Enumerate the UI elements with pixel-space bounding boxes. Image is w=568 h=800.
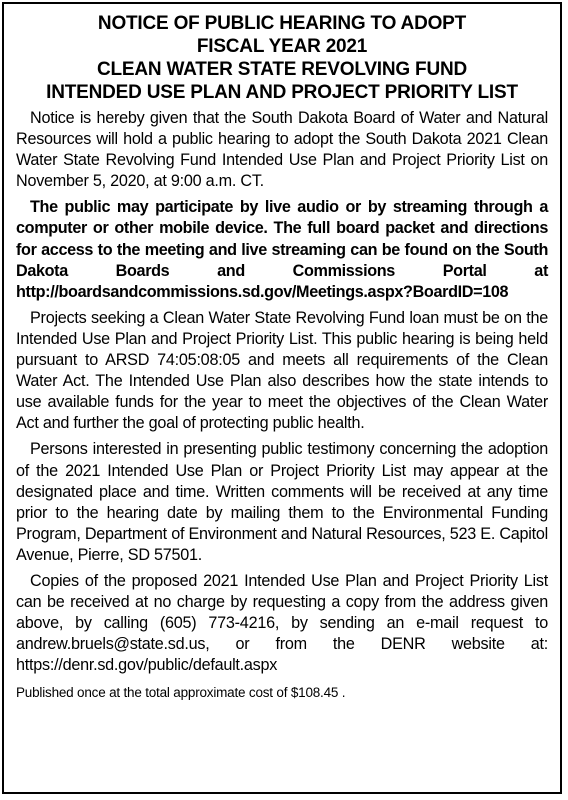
title-line-4: INTENDED USE PLAN AND PROJECT PRIORITY LIST bbox=[46, 82, 518, 103]
notice-title bbox=[16, 12, 548, 104]
title-line-1: NOTICE OF PUBLIC HEARING TO ADOPT bbox=[97, 13, 467, 34]
title-line-2: FISCAL YEAR 2021 bbox=[196, 36, 368, 57]
participation-text: The public may participate by live audio or by streaming through a computer or other mobile device. The full board packet and directions for access to the meeting and live streaming can be found on the South Dakota Boards and Commissions Portal at bbox=[16, 198, 548, 280]
boards-portal-link[interactable]: http://boardsandcommissions.sd.gov/Meetings.aspx?BoardID=108 bbox=[16, 282, 509, 301]
paragraph-testimony: Persons interested in presenting public testimony concerning the adoption of the 2021 Intended Use Plan or Project Priority List may appear at the designated place and time. Written comments will be received at any time prior to the hearing date by mailing them to the Environmental Funding Program, Department of Environment and Natural Resources, 523 E. Capitol Avenue, Pierre, SD 57501. bbox=[16, 440, 548, 564]
publication-cost: Published once at the total approximate cost of $108.45 . bbox=[16, 685, 346, 701]
title-line-3: CLEAN WATER STATE REVOLVING FUND bbox=[96, 59, 468, 80]
paragraph-projects: Projects seeking a Clean Water State Revolving Fund loan must be on the Intended Use Plan and Project Priority List. This public hearing is being held pursuant to ARSD 74:05:08:05 and meets all requirements of the Clean Water Act. The Intended Use Plan also describes how the state intends to use available funds for the year to meet the objectives of the Clean Water Act and further the goal of protecting public health. bbox=[16, 308, 548, 433]
paragraph-hearing-notice: Notice is hereby given that the South Dakota Board of Water and Natural Resources will hold a public hearing to adopt the South Dakota 2021 Clean Water State Revolving Fund Intended Use Plan and Project Priority List on November 5, 2020, at 9:00 a.m. CT. bbox=[16, 109, 548, 191]
paragraph-copies: Copies of the proposed 2021 Intended Use Plan and Project Priority List can be received at no charge by requesting a copy from the address given above, by calling (605) 773-4216, by sending an e-mail request to andrew.bruels@state.sd.us, or from the DENR website at: https://denr.sd.gov/public/default.aspx bbox=[16, 571, 548, 675]
paragraph-participation bbox=[16, 197, 548, 302]
public-notice bbox=[2, 2, 562, 794]
